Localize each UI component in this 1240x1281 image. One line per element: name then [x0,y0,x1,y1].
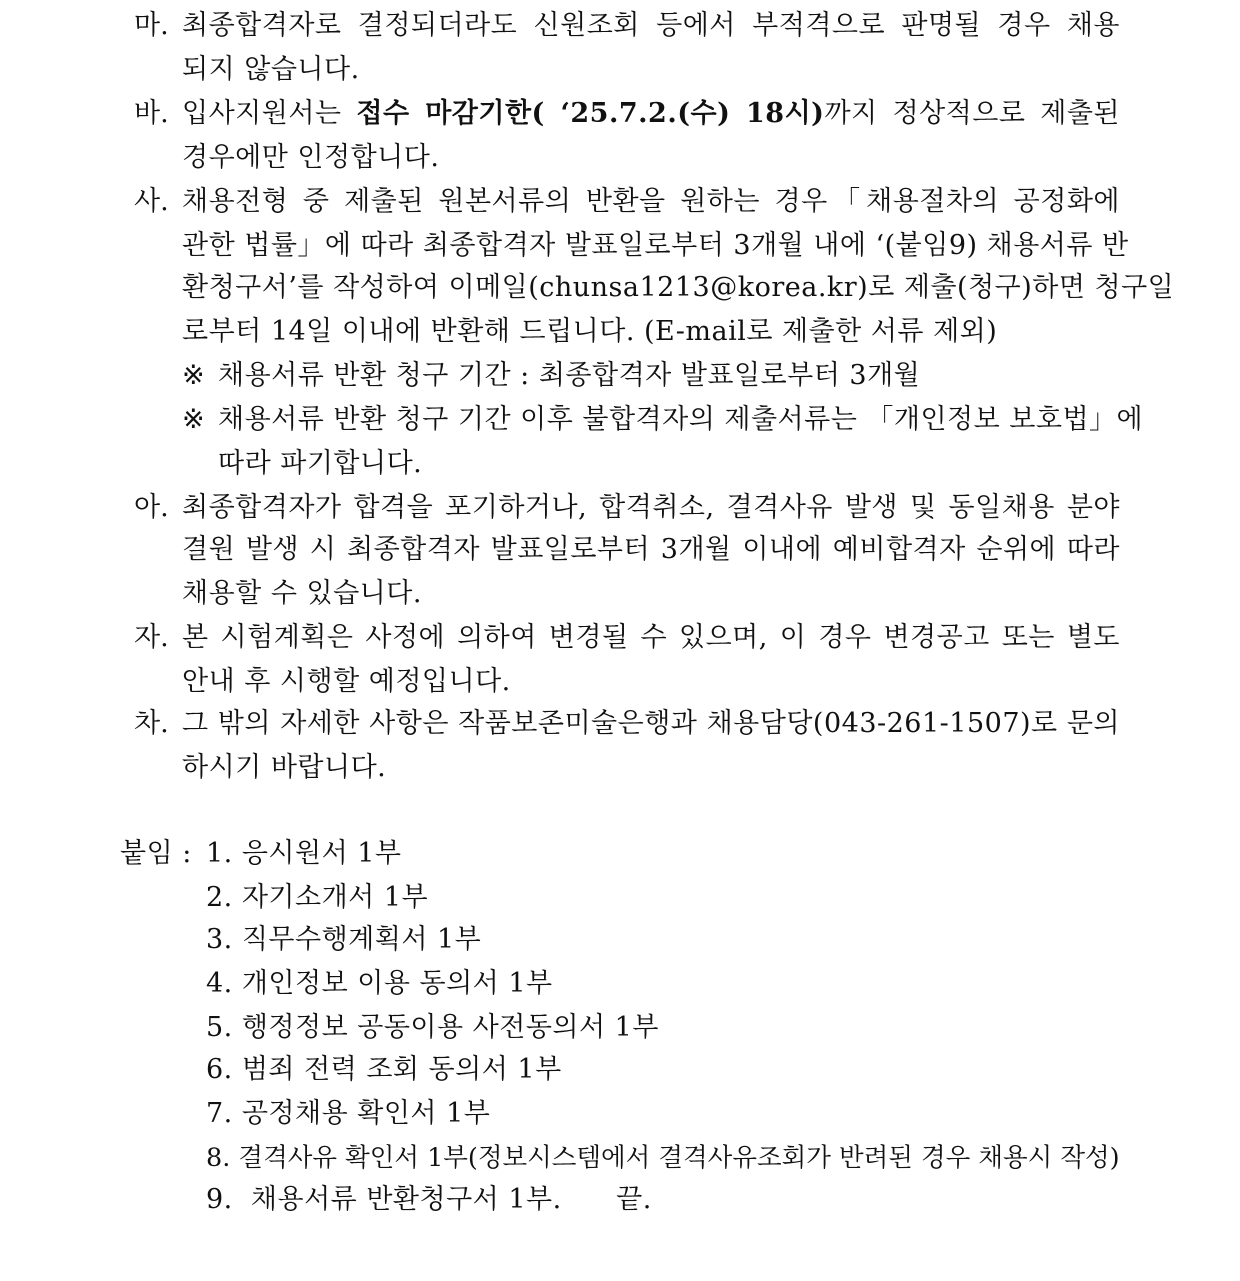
item-ba-line-2: 경우에만 인정합니다. [182,142,440,173]
attachment-item-9: 9. 채용서류 반환청구서 1부. 끝. [206,1184,652,1215]
attachment-item-6: 6. 범죄 전력 조회 동의서 1부 [206,1054,562,1085]
item-marker-ma: 마. [134,10,169,41]
attachment-item-7: 7. 공정채용 확인서 1부 [206,1098,491,1129]
item-marker-cha: 차. [134,708,169,739]
note-2-line-2: 따라 파기합니다. [218,448,423,479]
note-mark-2: ※ [182,404,205,435]
attachment-item-1: 1. 응시원서 1부 [206,838,402,869]
attachment-item-5: 5. 행정정보 공동이용 사전동의서 1부 [206,1012,659,1043]
item-a-line-3: 채용할 수 있습니다. [182,578,422,609]
note-1-line-1: 채용서류 반환 청구 기간 : 최종합격자 발표일로부터 3개월 [218,360,921,391]
item-ja-line-2: 안내 후 시행할 예정입니다. [182,666,511,697]
item-marker-ba: 바. [134,98,169,129]
item-ba-line-1 [182,92,1120,136]
attachment-item-4: 4. 개인정보 이용 동의서 1부 [206,968,553,999]
item-sa-line-1: 채용전형 중 제출된 원본서류의 반환을 원하는 경우「채용절차의 공정화에 [182,186,1120,217]
item-a-line-1: 최종합격자가 합격을 포기하거나, 합격취소, 결격사유 발생 및 동일채용 분야 [182,492,1120,523]
item-ma-line-2: 되지 않습니다. [182,54,360,85]
item-marker-sa: 사. [134,186,169,217]
item-sa-line-4: 로부터 14일 이내에 반환해 드립니다. (E-mail로 제출한 서류 제외) [182,316,998,347]
item-ma-line-1: 최종합격자로 결정되더라도 신원조회 등에서 부적격으로 판명될 경우 채용 [182,10,1120,41]
deadline-text: 접수 마감기한( ‘25.7.2.(수) 18시) [356,98,825,129]
attachment-item-2: 2. 자기소개서 1부 [206,882,429,913]
note-2-line-1: 채용서류 반환 청구 기간 이후 불합격자의 제출서류는 「개인정보 보호법」에 [218,404,1144,435]
item-ba-text-post: 까지 정상적으로 제출된 [824,98,1121,129]
item-sa-line-3: 환청구서’를 작성하여 이메일(chunsa1213@korea.kr)로 제출(청구)하면 청구일 [182,272,1175,303]
item-ba-text-pre: 입사지원서는 [182,98,357,129]
item-marker-a: 아. [134,492,169,523]
item-marker-ja: 자. [134,622,169,653]
item-a-line-2: 결원 발생 시 최종합격자 발표일로부터 3개월 이내에 예비합격자 순위에 따라 [182,534,1120,565]
item-cha-line-2: 하시기 바랍니다. [182,752,387,783]
item-cha-line-1: 그 밖의 자세한 사항은 작품보존미술은행과 채용담당(043-261-1507)로 문의 [182,708,1120,739]
attachments-label: 붙임 : [120,838,192,869]
item-ja-line-1: 본 시험계획은 사정에 의하여 변경될 수 있으며, 이 경우 변경공고 또는 별도 [182,622,1120,653]
item-sa-line-2: 관한 법률」에 따라 최종합격자 발표일로부터 3개월 내에 ‘(붙임9) 채용서류 반 [182,230,1129,261]
attachment-item-8: 8. 결격사유 확인서 1부(정보시스템에서 결격사유조회가 반려된 경우 채용시 작성) [206,1143,1120,1173]
attachment-item-3: 3. 직무수행계획서 1부 [206,924,482,955]
note-mark-1: ※ [182,360,205,391]
